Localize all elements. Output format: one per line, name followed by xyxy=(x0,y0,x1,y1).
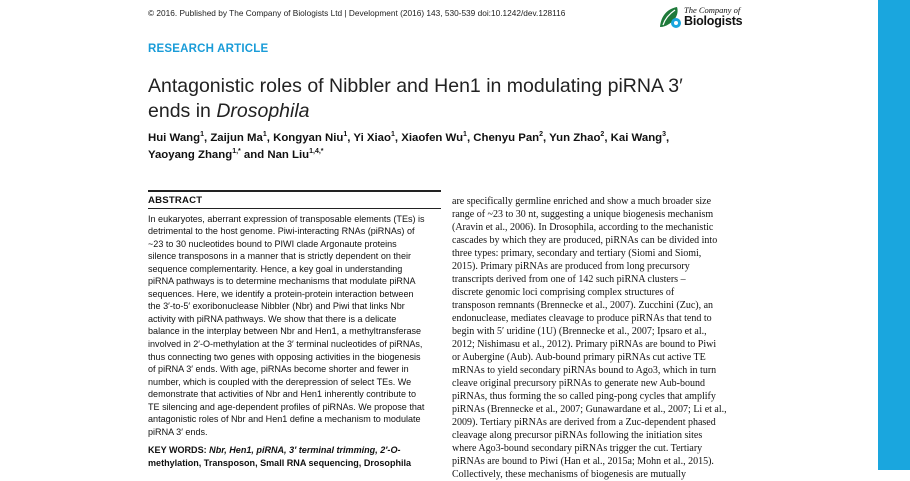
abstract-line: of piRNA 3′ ends. With age, piRNAs become shorter and fewer in xyxy=(148,364,409,375)
authors-conjunction: and xyxy=(240,149,268,161)
body-line: 2012; Nishimasu et al., 2012). Primary piRNAs are bound to Piwi xyxy=(452,339,717,350)
body-line: (Aravin et al., 2006). In Drosophila, according to the mechanistic xyxy=(452,222,714,233)
abstract-section xyxy=(148,190,441,469)
abstract-line: demonstrate that activities of Nbr and Hen1 inherently contribute to xyxy=(148,389,417,400)
logo-text-top: The Company of xyxy=(684,5,741,15)
abstract-line: silence transposons in a manner that is strictly dependent on their xyxy=(148,251,412,262)
body-line: or Aubergine (Aub). Aub-bound primary piRNAs cut active TE xyxy=(452,352,706,363)
author[interactable]: Yaoyang Zhang$^{1,*}$ xyxy=(148,148,241,161)
body-line: piRNAs, thus forming the so called ping-pong cycles that amplify xyxy=(452,391,716,402)
keywords-label: KEY WORDS: xyxy=(148,445,210,456)
abstract-line: In eukaryotes, aberrant expression of transposable elements (TEs) is xyxy=(148,213,425,224)
publisher-logo-mark-icon xyxy=(657,4,683,30)
body-text-column xyxy=(452,195,752,481)
title-species: Drosophila xyxy=(216,100,310,122)
abstract-rule xyxy=(148,208,441,209)
body-line: transposon remnants (Brennecke et al., 2007). Zucchini (Zuc), an xyxy=(452,300,714,311)
logo-text-bottom: Biologists xyxy=(684,14,743,28)
body-line: mRNAs to yield secondary piRNAs bound to Ago3, which in turn xyxy=(452,365,717,376)
body-line: endonuclease, mediates cleavage to produce piRNAs that tend to xyxy=(452,313,712,324)
body-line: begin with 5′ uridine (1U) (Brennecke et al., 2007; Ipsaro et al., xyxy=(452,326,707,337)
body-line: where Ago3-bound secondary piRNAs trigger the cut. Tertiary xyxy=(452,443,703,454)
body-line: cascades by which they are produced, piRNAs can be divided into xyxy=(452,235,718,246)
abstract-line: activity with piRNA pathways. We show that there is a delicate xyxy=(148,313,397,324)
body-line: discrete genomic loci comprising complex structures of xyxy=(452,287,675,298)
body-line: piRNAs (Brennecke et al., 2007; Gunawardane et al., 2007; Li et al., xyxy=(452,404,727,415)
body-line: piRNAs are bound to Piwi (Han et al., 2015a; Mohn et al., 2015). xyxy=(452,456,714,467)
author[interactable]: Kongyan Niu$^1$ xyxy=(273,131,348,144)
abstract-line: balance in the interplay between Nbr and Hen1, a methyltransferase xyxy=(148,326,422,337)
author[interactable]: Hui Wang$^1$ xyxy=(148,131,204,144)
side-color-stripe xyxy=(878,0,910,470)
abstract-line: piRNA pathways is to determine mechanisms that modulate piRNA xyxy=(148,276,416,287)
abstract-line: thus connecting two genes with opposing activities in the biogenesis xyxy=(148,351,421,362)
abstract-line: number, which is coupled with the derepression of select TEs. We xyxy=(148,376,412,387)
body-line: transcripts derived from one of 142 such piRNA clusters – xyxy=(452,274,686,285)
abstract-line: piRNA 3′ ends. xyxy=(148,426,208,437)
abstract-line: detrimental to the host genome. Piwi-interacting RNAs (piRNAs) of xyxy=(148,226,415,237)
keywords xyxy=(148,444,441,469)
author[interactable]: Yi Xiao$^1$ xyxy=(353,131,395,144)
article-type-label: RESEARCH ARTICLE xyxy=(148,43,269,55)
abstract-line: ~23 to 30 nucleotides bound to PIWI clade Argonaute proteins xyxy=(148,238,397,249)
abstract-line: involved in 2′-O-methylation at the 3′ terminal nucleotides of piRNAs, xyxy=(148,338,423,349)
author[interactable]: Xiaofen Wu$^1$ xyxy=(401,131,467,144)
abstract-line: sequences. Here, we identify a protein-protein interaction between xyxy=(148,288,414,299)
abstract-heading: ABSTRACT xyxy=(148,194,203,206)
body-line: 2015). Primary piRNAs are produced from long precursory xyxy=(452,261,690,272)
title-line-1: Antagonistic roles of Nibbler and Hen1 in modulating piRNA 3′ xyxy=(148,75,683,97)
abstract-text xyxy=(148,213,441,439)
author[interactable]: Yun Zhao$^2$ xyxy=(549,131,605,144)
body-line: three types: primary, secondary and tertiary (Siomi and Siomi, xyxy=(452,248,702,259)
author[interactable]: Nan Liu$^{1,4,*}$ xyxy=(267,148,324,161)
title-line-2: ends in xyxy=(148,100,217,122)
abstract-line: sequence complementarity. Hence, a key goal in understanding xyxy=(148,263,403,274)
body-line: Collectively, these mechanisms of biogenesis are mutually xyxy=(452,469,687,480)
author[interactable]: Chenyu Pan$^2$ xyxy=(473,131,544,144)
keywords-line-2: methylation, Transposon, Small RNA sequencing, Drosophila xyxy=(148,457,412,468)
publisher-logo[interactable] xyxy=(657,2,769,32)
body-line: cleave original precursory piRNAs to generate new Aub-bound xyxy=(452,378,705,389)
abstract-top-rule xyxy=(148,190,441,192)
body-line: are specifically germline enriched and show a much broader size xyxy=(452,196,712,207)
keywords-line-1: Nbr, Hen1, piRNA, 3′ terminal trimming, 2′-O- xyxy=(209,445,401,456)
author-list: Hui Wang$^1$, Zaijun Ma$^1$, Kongyan Niu$^1$, Yi Xiao$^1$, Xiaofen Wu$^1$, Chenyu Pan$^2$, Yun Zhao$^2$, Kai Wang$^3$, Yaoyang Zhang$^{1,*}$ and Nan Liu$^{1,4,*}$ xyxy=(148,131,670,161)
author[interactable]: Kai Wang$^3$ xyxy=(610,131,667,144)
abstract-line: TE silencing and age-dependent profiles of piRNAs. We propose that xyxy=(148,401,425,412)
article-title xyxy=(148,74,718,124)
body-line: range of ~23 to 30 nt, suggesting a unique biogenesis mechanism xyxy=(452,209,714,220)
author[interactable]: Zaijun Ma$^1$ xyxy=(210,131,267,144)
body-line: cleavage along precursor piRNAs following the initiation sites xyxy=(452,430,703,441)
abstract-line: the 3′-to-5′ exoribonuclease Nibbler (Nbr) and Piwi that links Nbr xyxy=(148,301,405,312)
publication-line: © 2016. Published by The Company of Biologists Ltd | Development (2016) 143, 530-539 doi:10.1242/dev.128116 xyxy=(148,8,566,18)
body-line: 2009). Tertiary piRNAs are derived from a Zuc-dependent phased xyxy=(452,417,716,428)
abstract-line: antagonistic roles of Nbr and Hen1 define a mechanism to modulate xyxy=(148,414,421,425)
